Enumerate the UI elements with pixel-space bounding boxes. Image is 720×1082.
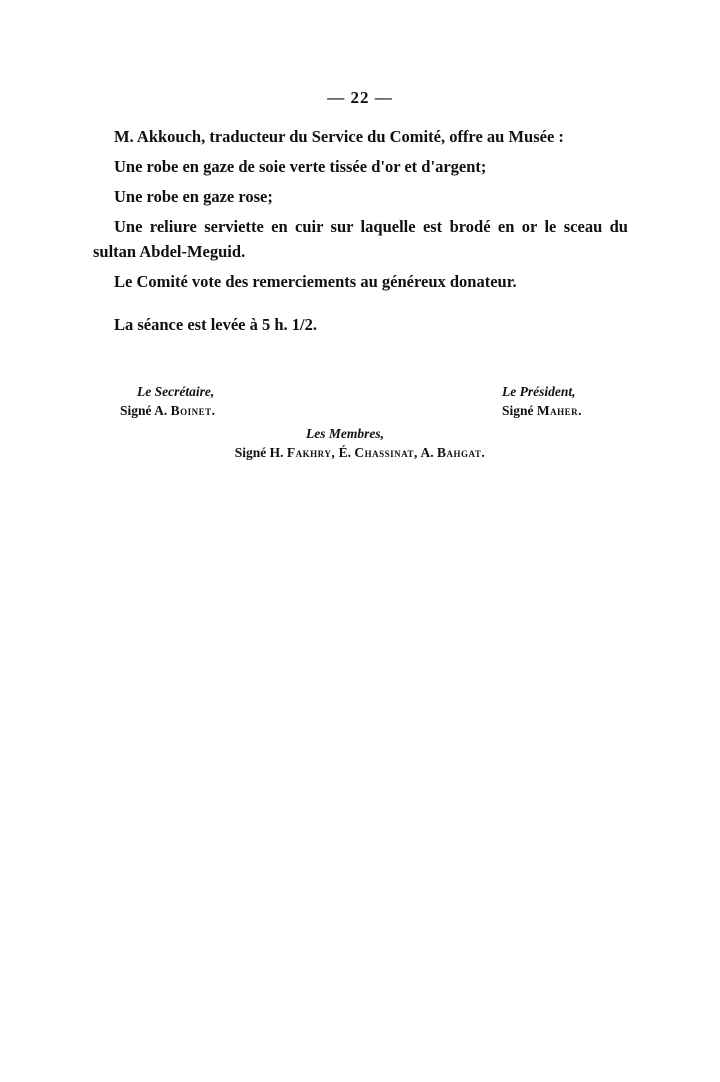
secretary-signature: [120, 382, 216, 420]
member-name-chassinat: Chassinat,: [354, 445, 418, 460]
paragraph-thanks: Le Comité vote des remerciements au généreux donateur.: [114, 272, 517, 291]
member-name-fakhry: Fakhry,: [286, 445, 336, 460]
paragraph-green-robe: Une robe en gaze de soie verte tissée d'or et d'argent;: [114, 157, 487, 176]
president-signature: [502, 382, 582, 420]
president-title: Le Président,: [502, 384, 576, 399]
secretary-title: Le Secrétaire,: [137, 384, 215, 399]
members-signed-line: [0, 443, 720, 462]
president-signed-prefix: Signé: [502, 403, 534, 418]
president-signed-line: [502, 401, 582, 420]
secretary-name: Boinet.: [170, 403, 216, 418]
member-initial-a: A.: [420, 445, 434, 460]
page-number: — 22 —: [327, 88, 393, 107]
minutes-body: [93, 124, 628, 342]
members-title: Les Membres,: [306, 426, 384, 441]
members-signature: [0, 424, 720, 462]
members-signed-prefix: Signé H.: [234, 445, 284, 460]
paragraph-donation-intro: M. Akkouch, traducteur du Service du Comité, offre au Musée :: [114, 127, 564, 146]
secretary-signed-line: [120, 401, 216, 420]
paragraph-pink-robe: Une robe en gaze rose;: [114, 187, 273, 206]
member-initial-e: É.: [338, 445, 351, 460]
paragraph-binding: Une reliure serviette en cuir sur laquelle est brodé en or le sceau du sultan Abdel-Meguid.: [93, 217, 628, 261]
paragraph-closing: La séance est levée à 5 h. 1/2.: [114, 315, 318, 334]
president-name: Maher.: [536, 403, 583, 418]
secretary-signed-prefix: Signé A.: [120, 403, 168, 418]
member-name-bahgat: Bahgat.: [437, 445, 486, 460]
